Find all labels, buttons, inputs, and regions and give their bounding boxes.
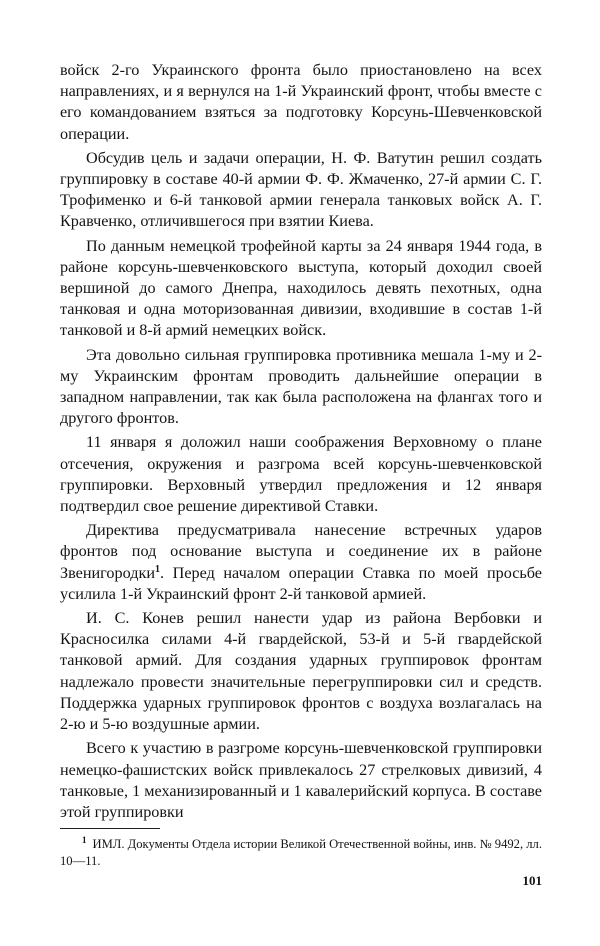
- main-text: [60, 60, 542, 823]
- paragraph-continued: войск 2-го Украинского фронта было приостановлено на всех направлениях, и я вернулся на 1-й Украинский фронт, чтобы вместе с его командованием взяться за подготовку Корсунь-Шевченковской операции.: [60, 61, 542, 143]
- paragraph-enemy-grouping: Эта довольно сильная группировка противника мешала 1-му и 2-му Украинским фронтам проводить дальнейшие операции в западном направлении, так как была расположена на флангах того и другого фронтов.: [60, 345, 542, 428]
- paragraph-directive: [60, 520, 542, 605]
- footnote-divider: [60, 828, 160, 829]
- footnote: [60, 836, 542, 870]
- paragraph-german-map: По данным немецкой трофейной карты за 24 января 1944 года, в районе корсунь-шевченковского выступа, который доходил своей вершиной до самого Днепра, находилось девять пехотных, одна танковая и одна моторизованная дивизии, входившие в состав 1-й танковой и 8-й армий немецких войск.: [60, 236, 542, 340]
- paragraph-january-report: 11 января я доложил наши соображения Верховному о плане отсечения, окружения и разгрома всей корсунь-шевченковской группировки. Верховный утвердил предложения и 12 января подтвердил свое решение директивой Ставки.: [60, 433, 542, 516]
- footnote-text: ИМЛ. Документы Отдела истории Великой Отечественной войны, инв. № 9492, лл. 10—11.: [60, 837, 542, 868]
- directive-text: Директива предусматривала нанесение встречных ударов фронтов под основание выступа и соединение их в районе Звенигородки: [60, 521, 542, 582]
- paragraph-vatutin-decision: Обсудив цель и задачи операции, Н. Ф. Ватутин решил создать группировку в составе 40-й армии Ф. Ф. Жмаченко, 27-й армии С. Г. Трофименко и 6-й танковой армии генерала танковых войск А. Г. Кравченко, отличившегося при взятии Киева.: [60, 148, 542, 231]
- directive-text-continued: . Перед началом операции Ставка по моей просьбе усилила 1-й Украинский фронт 2-й танковой армией.: [60, 563, 542, 603]
- paragraph-forces-total: Всего к участию в разгроме корсунь-шевченковской группировки немецко-фашистских войск привлекалось 27 стрелковых дивизий, 4 танковые, 1 механизированный и 1 кавалерийский корпуса. В составе этой группировки: [60, 739, 542, 821]
- footnote-mark: 1: [82, 835, 87, 845]
- paragraph-konev-decision: И. С. Конев решил нанести удар из района Вербовки и Красносилка силами 4-й гвардейской, 53-й и 5-й гвардейской танковой армий. Для создания ударных группировок фронтам надлежало провести значительные перегруппировки сил и средств. Поддержка ударных группировок фронтов с воздуха возлагалась на 2-ю и 5-ю воздушные армии.: [60, 609, 542, 734]
- page-number: 101: [522, 873, 542, 888]
- footnote-reference: 1: [154, 563, 160, 575]
